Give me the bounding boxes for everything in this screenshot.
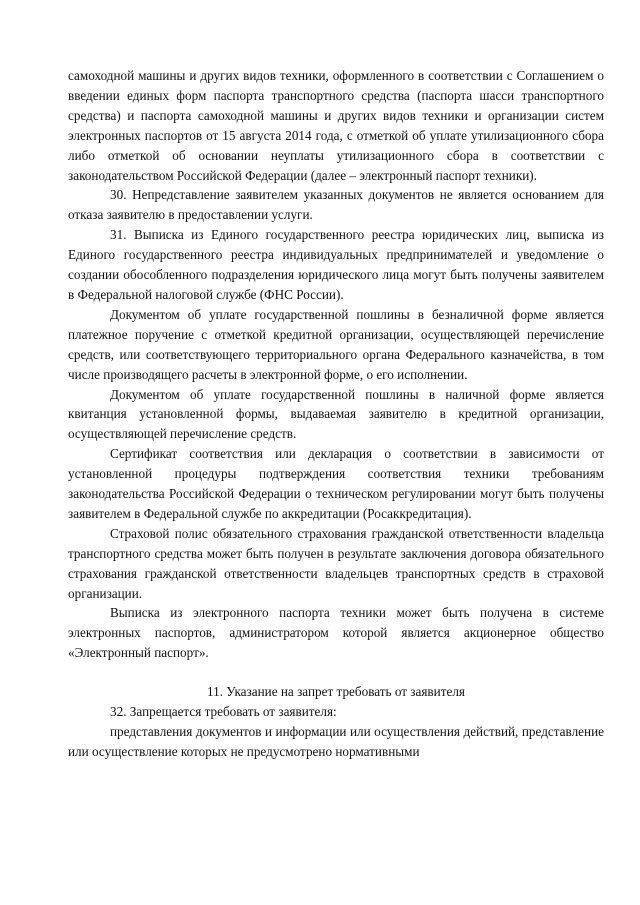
paragraph-insurance-policy: Страховой полис обязательного страхования гражданской ответственности владельца транспортного средства может быть получен в результате заключения договора обязательного страхования гражданской ответственности владельцев транспортных средств в страховой организации. (68, 525, 604, 601)
paragraph-certificate: Сертификат соответствия или декларация о соответствии в зависимости от установленной процедуры подтверждения соответствия техники требованиям законодательства Российской Федерации о техническом регулировании могут быть получены заявителем в Федеральной службе по аккредитации (Росаккредитация). (68, 446, 604, 521)
paragraph-prohibited-requirements: представления документов и информации или осуществления действий, представление или осуществление которых не предусмотрено нормативными (68, 724, 604, 759)
paragraph-30: 30. Непредставление заявителем указанных документов не является основанием для отказа заявителю в предоставлении услуги. (68, 187, 604, 223)
document-page (68, 66, 604, 762)
paragraph-electronic-passport-extract: Выписка из электронного паспорта техники может быть получена в системе электронных паспортов, администратором которой является акционерное общество «Электронный паспорт». (68, 605, 604, 661)
paragraph-noncash-payment: Документом об уплате государственной пошлины в безналичной форме является платежное поручение с отметкой кредитной организации, осуществляющей перечисление средств, или соответствующего территориального органа Федерального казначейства, в том числе производящего расчеты в электронной форме, о его исполнении. (68, 306, 604, 382)
paragraph-32: 32. Запрещается требовать от заявителя: (110, 704, 337, 720)
paragraph-cash-payment: Документом об уплате государственной пошлины в наличной форме является квитанция установленной формы, выдаваемая заявителю в кредитной организации, осуществляющей перечисление средств. (68, 386, 604, 442)
paragraph-31: 31. Выписка из Единого государственного реестра юридических лиц, выписка из Единого государственного реестра индивидуальных предпринимателей и уведомление о создании обособленного подразделения юридического лица могут быть получены заявителем в Федеральной налоговой службе (ФНС России). (68, 227, 604, 302)
section-heading: 11. Указание на запрет требовать от заявителя (207, 684, 465, 700)
paragraph-passport-continuation: самоходной машины и других видов техники, оформленного в соответствии с Соглашением о введении единых форм паспорта транспортного средства (паспорта шасси транспортного средства) и паспорта самоходной машины и других видов техники и организации систем электронных паспортов от 15 августа 2014 года, с отметкой об уплате утилизационного сбора либо отметкой об основании неуплаты утилизационного сбора в соответствии с законодательством Российской Федерации (далее – электронный паспорт техники). (68, 68, 604, 183)
